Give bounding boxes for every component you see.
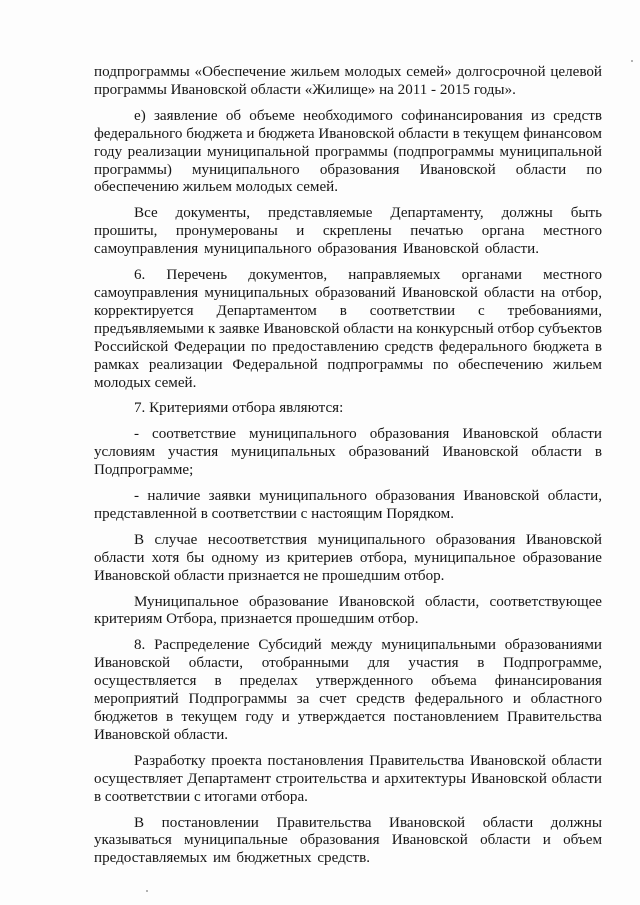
paragraph-draft-resolution: Разработку проекта постановления Правительства Ивановской области осуществляет Департамент строительства и архитектуры Ивановской области в соответствии с итогами отбора. [94, 752, 602, 805]
paragraph-passed-selection: Муниципальное образование Ивановской области, соответствующее критериям Отбора, признается прошедшим отбор. [94, 593, 602, 628]
paragraph-criterion-1: - соответствие муниципального образования Ивановской области условиям участия муниципальных образований Ивановской области в Подпрограмме; [94, 426, 602, 479]
paragraph-subprogram-continuation: подпрограммы «Обеспечение жильем молодых семей» долгосрочной целевой программы Ивановской области «Жилище» на 2011 - 2015 годы». [94, 64, 602, 98]
paragraph-criterion-2: - наличие заявки муниципального образования Ивановской области, представленной в соответствии с настоящим Порядком. [94, 488, 602, 522]
paragraph-item-6: 6. Перечень документов, направляемых органами местного самоуправления муниципальных образований Ивановской области на отбор, корректируется Департаментом в соответствии с требованиями, предъявляемыми к заявке Ивановской области на конкурсный отбор субъектов Российской Федерации по предоставлению средств федерального бюджета в рамках реализации Федеральной подпрограммы по обеспечению жильем молодых семей. [94, 267, 602, 391]
paragraph-item-7-heading: 7. Критериями отбора являются: [134, 400, 344, 417]
paragraph-documents-stitched: Все документы, представляемые Департаменту, должны быть прошиты, пронумерованы и скреплены печатью органа местного самоуправления муниципального образования Ивановской области. [94, 205, 602, 258]
document-body [94, 64, 602, 876]
paragraph-item-e: е) заявление об объеме необходимого софинансирования из средств федерального бюджета и бюджета Ивановской области в текущем финансовом году реализации муниципальной программы (подпрограммы муниципальной программы) муниципального образования Ивановской области по обеспечению жильем молодых семей. [94, 107, 602, 196]
paragraph-mismatch: В случае несоответствия муниципального образования Ивановской области хотя бы одному из критериев отбора, муниципальное образование Ивановской области признается не прошедшим отбор. [94, 531, 602, 584]
paragraph-resolution-contents: В постановлении Правительства Ивановской области должны указываться муниципальные образования Ивановской области и объем предоставляемых им бюджетных средств. [94, 814, 602, 867]
scan-speck-top [631, 60, 633, 62]
paragraph-item-8: 8. Распределение Субсидий между муниципальными образованиями Ивановской области, отобранными для участия в Подпрограмме, осуществляется в пределах утвержденного объема финансирования мероприятий Подпрограммы за счет средств федерального и областного бюджетов в текущем году и утверждается постановлением Правительства Ивановской области. [94, 637, 602, 743]
scan-speck-bottom [146, 890, 148, 892]
